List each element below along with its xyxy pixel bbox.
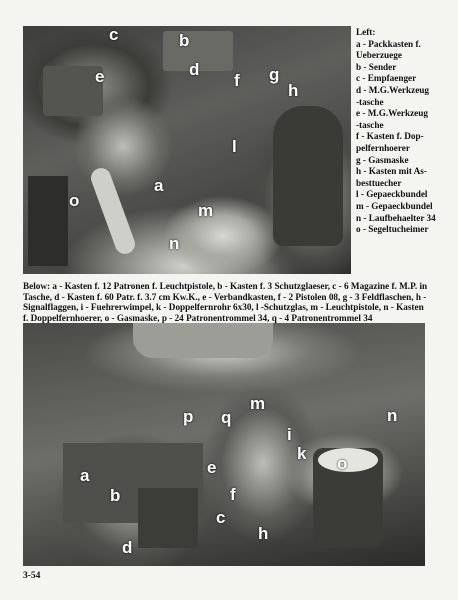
bottom-photo — [23, 323, 425, 566]
left-caption-line: m - Gepaeckbundel — [356, 200, 433, 211]
ammo-box-shape — [43, 66, 103, 116]
left-caption-line: l - Gepaeckbundel — [356, 189, 428, 200]
left-caption-line: d - M.G.Werkzeug — [356, 84, 429, 95]
photo-label-e: e — [207, 458, 217, 477]
left-caption-line: pelfernhoerer — [356, 142, 410, 153]
photo-label-p: p — [183, 407, 194, 426]
left-caption-line: b - Sender — [356, 61, 397, 72]
photo-label-e: e — [95, 67, 105, 86]
photo-label-c: c — [216, 508, 226, 527]
photo-label-f: f — [234, 71, 240, 90]
top-photo — [23, 26, 351, 274]
left-caption-line: e - M.G.Werkzeug — [356, 108, 428, 119]
tube-shape — [88, 165, 138, 256]
left-caption-line: h - Kasten mit As- — [356, 166, 427, 177]
left-caption-title: Left: — [356, 27, 376, 37]
photo-label-m: m — [250, 394, 266, 413]
photo-label-m: m — [198, 201, 214, 220]
left-caption-line: besttuecher — [356, 177, 402, 188]
photo-label-a: a — [154, 176, 164, 195]
left-caption-line: -tasche — [356, 96, 384, 107]
photo-label-b: b — [110, 486, 121, 505]
photo-label-o: o — [69, 191, 80, 210]
hatch-shape — [133, 323, 273, 358]
photo-label-q: q — [221, 408, 232, 427]
photo-label-n: n — [169, 234, 180, 253]
photo-label-n: n — [387, 406, 398, 425]
photo-label-d: d — [122, 538, 133, 557]
photo-label-k: k — [297, 444, 307, 463]
photo-label-l: l — [232, 137, 237, 156]
left-caption-line: c - Empfaenger — [356, 73, 417, 84]
page-number: 3-54 — [23, 571, 41, 581]
seat-shape — [273, 106, 343, 246]
bucket-shape — [28, 176, 68, 266]
left-caption-line: o - Segeltucheimer — [356, 224, 429, 235]
photo-label-h: h — [288, 81, 299, 100]
crate-shape — [138, 488, 198, 548]
left-caption-line: n - Laufbehaelter 34 — [356, 212, 436, 223]
below-caption: Below: a - Kasten f. 12 Patronen f. Leuchtpistole, b - Kasten f. 3 Schutzglaeser, c - 6 Magazine f. M.P. in Tasche, d - Kasten f. 60 Patr. f. 3.7 cm Kw.K., e - Verbandkasten, f - 2 Pistolen 08, g - 3 Feldflaschen, h - Signalflaggen, i - Fuehrerwimpel, k - Doppelfernrohr 6x30, l -Schutzglas, m - Leuchtpistole, n - Kasten f. Doppelfernhoerer, o - Gasmaske, p - 24 Patronentrommel 34, q - 4 Patronentrommel 34 — [23, 281, 428, 323]
photo-label-b: b — [179, 31, 190, 50]
photo-label-c: c — [109, 26, 119, 44]
left-caption — [356, 27, 456, 236]
photo-label-f: f — [230, 485, 236, 504]
left-caption-line: -tasche — [356, 119, 384, 130]
left-caption-line: Ueberzuege — [356, 50, 402, 61]
photo-label-d: d — [189, 60, 200, 79]
left-caption-line: a - Packkasten f. — [356, 38, 421, 49]
photo-label-a: a — [80, 466, 90, 485]
left-caption-line: f - Kasten f. Dop- — [356, 131, 424, 142]
drum-lid-shape — [318, 448, 378, 472]
photo-label-i: i — [287, 425, 292, 444]
left-caption-line: g - Gasmaske — [356, 154, 409, 165]
photo-label-o: o — [337, 454, 348, 473]
photo-label-g: g — [269, 65, 280, 84]
photo-label-h: h — [258, 524, 269, 543]
